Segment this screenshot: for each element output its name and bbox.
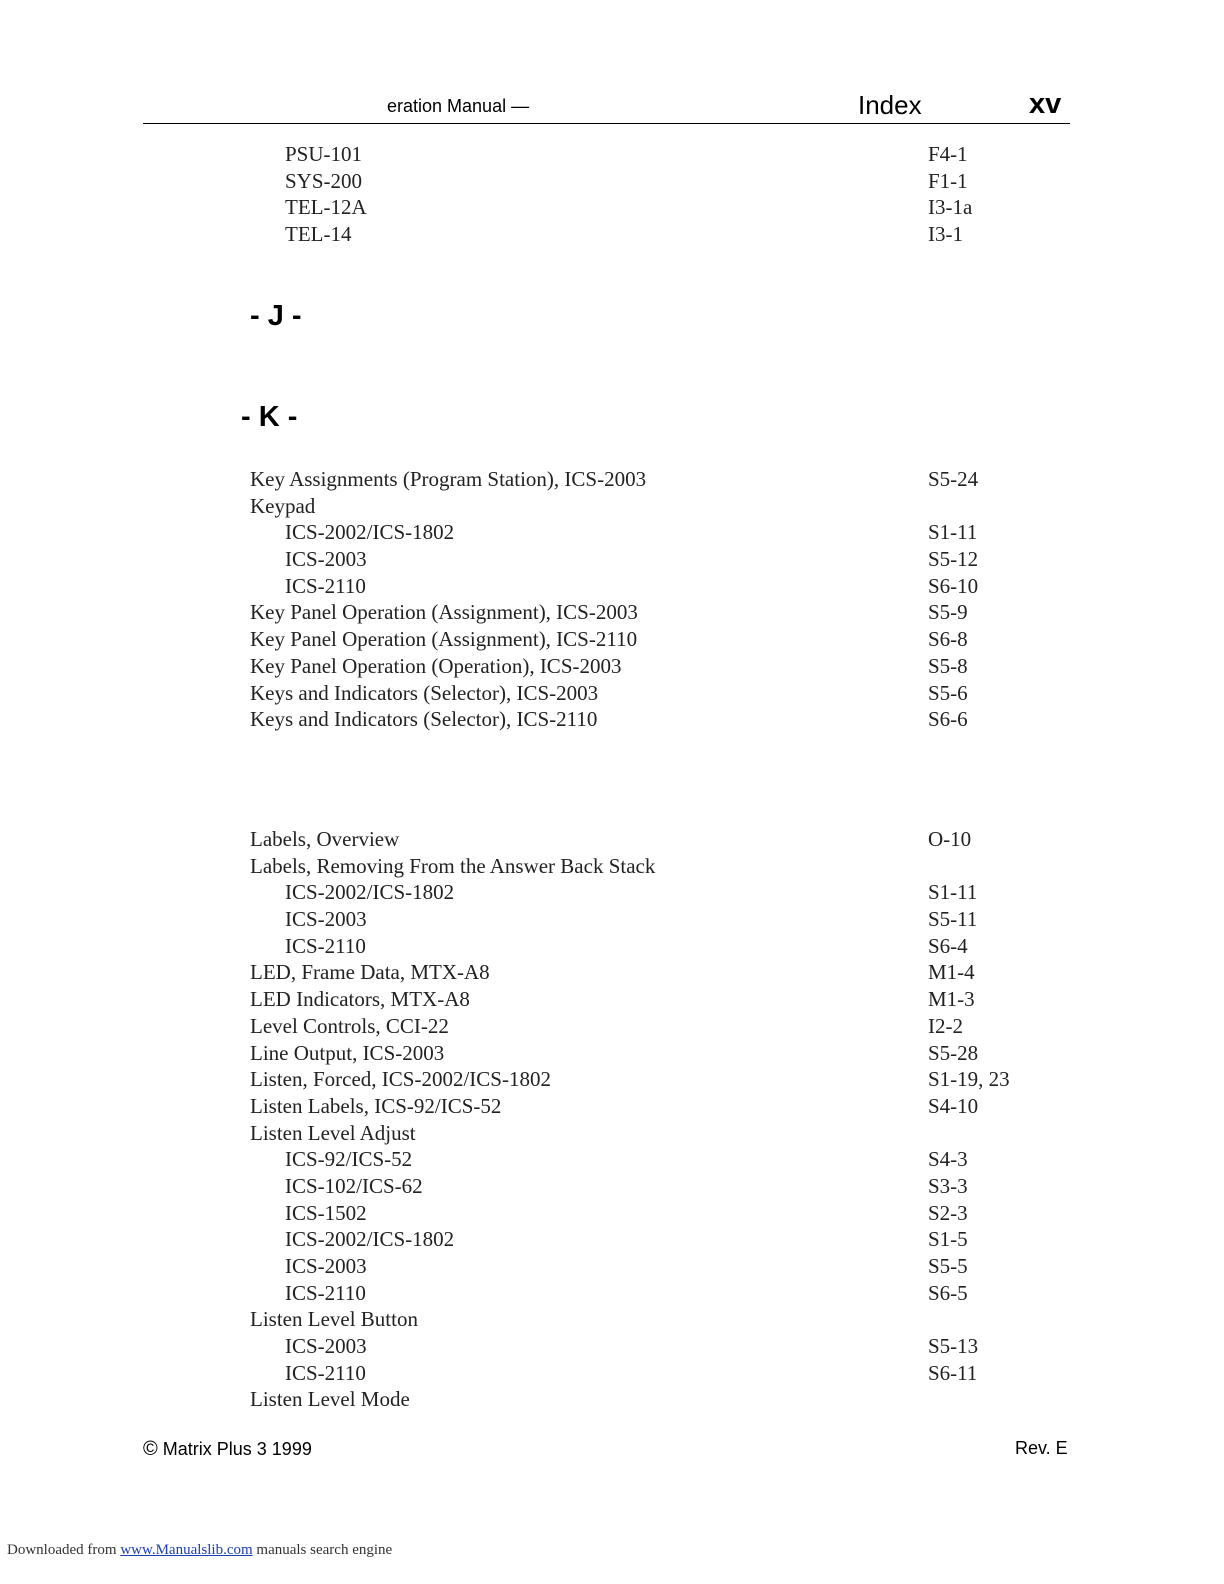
index-term: ICS-2003 xyxy=(285,1254,367,1278)
index-term: Key Panel Operation (Assignment), ICS-2003 xyxy=(250,600,638,625)
index-entry xyxy=(0,853,1224,880)
index-subentry xyxy=(0,546,1224,573)
index-term: SYS-200 xyxy=(285,168,363,193)
footer-copyright xyxy=(143,1438,312,1461)
copyright-symbol: © xyxy=(143,1438,158,1460)
index-page-ref: M1-3 xyxy=(928,987,975,1012)
index-subentry xyxy=(0,573,1224,600)
index-page-ref: S1-11 xyxy=(928,520,978,545)
index-term: ICS-2002/ICS-1802 xyxy=(285,1227,455,1252)
index-term: ICS-2003 xyxy=(285,547,367,572)
index-term: ICS-2003 xyxy=(285,1334,367,1359)
index-term: ICS-1502 xyxy=(285,1200,367,1225)
index-term: ICS-2002/ICS-1802 xyxy=(285,520,455,545)
index-subentry xyxy=(0,141,1224,168)
index-page-ref: S5-9 xyxy=(928,600,968,625)
index-term: LED, Frame Data, MTX-A8 xyxy=(250,960,490,985)
index-subentry xyxy=(0,168,1224,195)
index-page-ref: S6-4 xyxy=(928,933,968,958)
index-term: Labels, Overview xyxy=(250,827,400,851)
index-page-ref: S1-19, 23 xyxy=(928,1067,1010,1092)
index-term: Line Output, ICS-2003 xyxy=(250,1040,445,1065)
index-term: Keys and Indicators (Selector), ICS-2110 xyxy=(250,707,598,732)
footer-left-text: Matrix Plus 3 1999 xyxy=(162,1439,312,1459)
index-entry xyxy=(0,493,1224,520)
index-entry xyxy=(0,1306,1224,1333)
index-entry xyxy=(0,1066,1224,1093)
index-entry xyxy=(0,959,1224,986)
index-subentry xyxy=(0,879,1224,906)
index-page-ref: F1-1 xyxy=(928,168,968,193)
index-group-l xyxy=(0,826,1224,1413)
index-term: ICS-2110 xyxy=(285,1280,366,1305)
index-subentry xyxy=(0,1173,1224,1200)
index-page-ref: S3-3 xyxy=(928,1173,968,1198)
index-page-ref: M1-4 xyxy=(928,960,975,985)
index-term: ICS-2110 xyxy=(285,1360,366,1385)
download-prefix: Downloaded from xyxy=(7,1542,117,1558)
index-entry xyxy=(0,466,1224,493)
index-entry xyxy=(0,680,1224,707)
index-entry xyxy=(0,1386,1224,1413)
index-term: Labels, Removing From the Answer Back Stack xyxy=(250,853,656,878)
index-term: Listen Level Mode xyxy=(250,1387,410,1412)
index-term: ICS-2110 xyxy=(285,933,366,958)
index-page-ref: S6-8 xyxy=(928,627,968,652)
index-page-ref: O-10 xyxy=(928,827,972,851)
header-page-number: xv xyxy=(1029,88,1062,120)
index-subentry xyxy=(0,1146,1224,1173)
index-term: TEL-12A xyxy=(285,195,367,220)
index-page-ref: S5-5 xyxy=(928,1254,968,1278)
index-subentry xyxy=(0,906,1224,933)
index-page-ref: S1-5 xyxy=(928,1227,968,1252)
index-entry xyxy=(0,1040,1224,1067)
index-term: PSU-101 xyxy=(285,142,363,166)
index-subentry xyxy=(0,933,1224,960)
index-term: Listen, Forced, ICS-2002/ICS-1802 xyxy=(250,1067,551,1092)
index-page-ref: S4-10 xyxy=(928,1093,979,1118)
index-page-ref: F4-1 xyxy=(928,142,968,166)
index-term: Keypad xyxy=(250,493,316,518)
index-term: ICS-2002/ICS-1802 xyxy=(285,880,455,905)
download-suffix: manuals search engine xyxy=(256,1542,393,1558)
download-note xyxy=(7,1542,392,1559)
manualslib-link[interactable]: www.Manualslib.com xyxy=(120,1542,253,1558)
footer-revision: Rev. E xyxy=(1015,1438,1068,1458)
index-subentry xyxy=(0,1360,1224,1387)
index-entry xyxy=(0,706,1224,733)
index-subentry xyxy=(0,1333,1224,1360)
index-page-ref: S2-3 xyxy=(928,1200,968,1225)
section-heading-j: - J - xyxy=(250,300,302,332)
index-term: Listen Level Adjust xyxy=(250,1120,416,1145)
index-entry xyxy=(0,626,1224,653)
index-page-ref: S6-10 xyxy=(928,573,979,598)
index-group-k xyxy=(0,466,1224,733)
index-term: ICS-92/ICS-52 xyxy=(285,1147,413,1172)
header-rule xyxy=(143,123,1070,124)
index-page-ref: I3-1a xyxy=(928,195,973,220)
index-entry xyxy=(0,653,1224,680)
index-term: ICS-102/ICS-62 xyxy=(285,1173,423,1198)
index-subentry xyxy=(0,1253,1224,1280)
section-heading-k: - K - xyxy=(241,401,298,433)
header-manual-title: eration Manual — xyxy=(387,96,530,116)
index-page-ref: S5-8 xyxy=(928,653,968,678)
index-term: ICS-2003 xyxy=(285,907,367,932)
index-page-ref: I3-1 xyxy=(928,222,963,247)
index-page-ref: S6-11 xyxy=(928,1360,978,1385)
index-entry xyxy=(0,986,1224,1013)
index-page-ref: I2-2 xyxy=(928,1013,963,1038)
index-subentry xyxy=(0,1226,1224,1253)
index-entry xyxy=(0,1013,1224,1040)
index-page-ref: S5-13 xyxy=(928,1334,979,1359)
index-entry xyxy=(0,1093,1224,1120)
index-page-ref: S4-3 xyxy=(928,1147,968,1172)
index-page-ref: S5-12 xyxy=(928,547,979,572)
index-subentry xyxy=(0,1200,1224,1227)
index-page-ref: S1-11 xyxy=(928,880,978,905)
index-entry xyxy=(0,826,1224,853)
index-page-ref: S6-5 xyxy=(928,1280,968,1305)
index-entry xyxy=(0,599,1224,626)
index-term: ICS-2110 xyxy=(285,573,366,598)
index-page-ref: S5-28 xyxy=(928,1040,979,1065)
index-entry xyxy=(0,1120,1224,1147)
index-page-ref: S5-24 xyxy=(928,467,979,491)
index-term: Listen Level Button xyxy=(250,1307,418,1332)
index-page-ref: S5-11 xyxy=(928,907,978,932)
index-term: TEL-14 xyxy=(285,222,352,247)
index-subentry xyxy=(0,221,1224,248)
index-term: Listen Labels, ICS-92/ICS-52 xyxy=(250,1093,502,1118)
index-term: Keys and Indicators (Selector), ICS-2003 xyxy=(250,680,599,705)
index-term: Key Assignments (Program Station), ICS-2003 xyxy=(250,467,647,491)
index-term: LED Indicators, MTX-A8 xyxy=(250,987,470,1012)
index-term: Level Controls, CCI-22 xyxy=(250,1013,449,1038)
index-page-ref: S5-6 xyxy=(928,680,968,705)
header-section-title: Index xyxy=(858,90,922,120)
index-subentry xyxy=(0,1280,1224,1307)
index-group-top xyxy=(0,141,1224,248)
index-subentry xyxy=(0,194,1224,221)
index-subentry xyxy=(0,519,1224,546)
index-term: Key Panel Operation (Operation), ICS-2003 xyxy=(250,653,622,678)
index-page-ref: S6-6 xyxy=(928,707,968,732)
index-term: Key Panel Operation (Assignment), ICS-2110 xyxy=(250,627,638,652)
